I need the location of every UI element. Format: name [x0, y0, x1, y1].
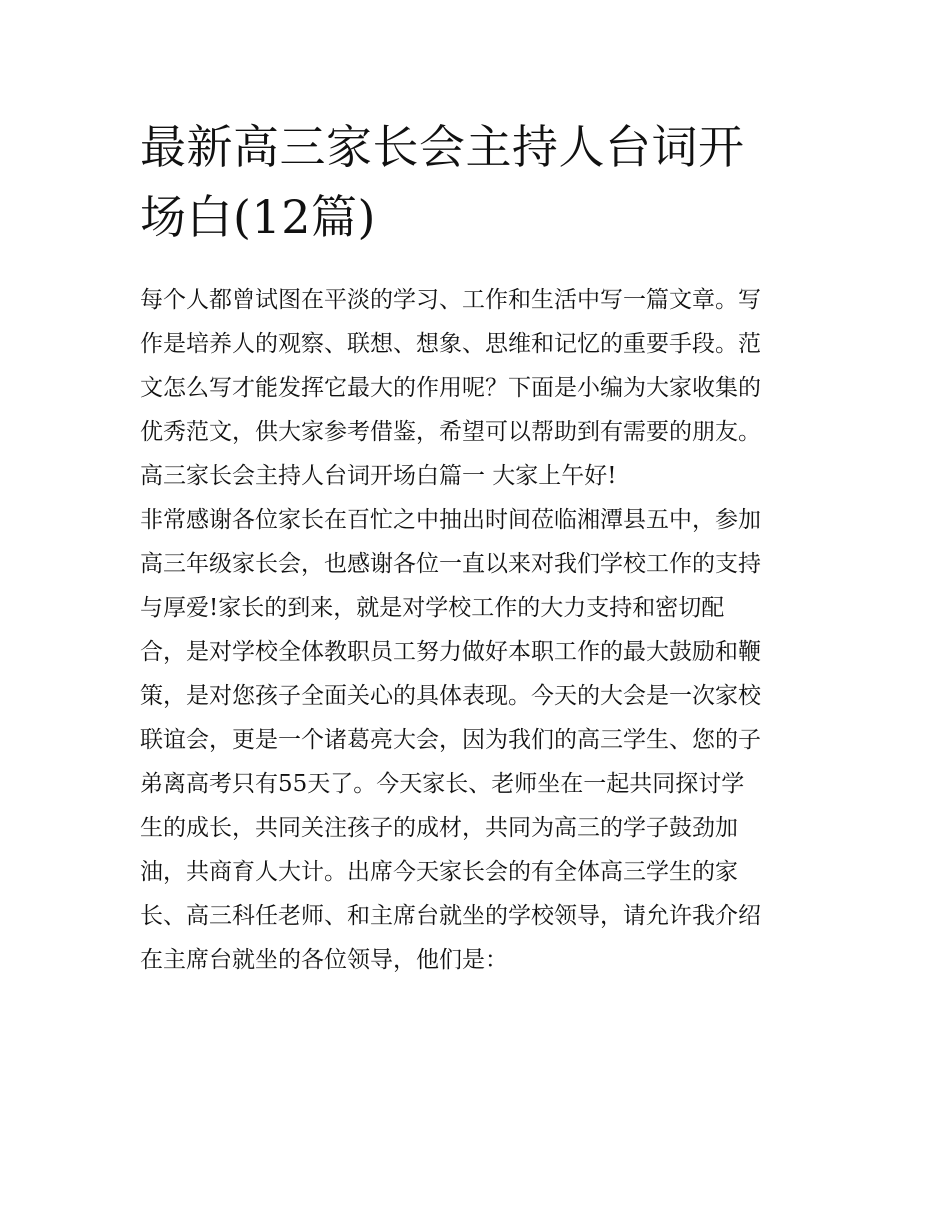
title-line: 场白(12篇) [140, 190, 376, 244]
body-line: 文怎么写才能发挥它最大的作用呢？下面是小编为大家收集的 [140, 375, 761, 401]
document-title [140, 112, 820, 252]
body-line: 合，是对学校全体教职员工努力做好本职工作的最大鼓励和鞭 [140, 639, 761, 665]
title-line: 最新高三家长会主持人台词开 [140, 120, 745, 174]
body-line: 高三年级家长会，也感谢各位一直以来对我们学校工作的支持 [140, 551, 761, 577]
body-line: 联谊会，更是一个诸葛亮大会，因为我们的高三学生、您的子 [140, 727, 761, 753]
body-line: 高三家长会主持人台词开场白篇一 大家上午好! [140, 463, 617, 489]
body-line: 每个人都曾试图在平淡的学习、工作和生活中写一篇文章。写 [140, 287, 761, 313]
body-line: 油，共商育人大计。出席今天家长会的有全体高三学生的家 [140, 859, 738, 885]
body-line: 在主席台就坐的各位领导，他们是： [140, 947, 508, 973]
body-line: 与厚爱!家长的到来，就是对学校工作的大力支持和密切配 [140, 595, 725, 621]
body-line: 弟离高考只有55天了。今天家长、老师坐在一起共同探讨学 [140, 771, 745, 797]
body-line: 非常感谢各位家长在百忙之中抽出时间莅临湘潭县五中，参加 [140, 507, 761, 533]
document-body [140, 278, 816, 982]
body-line: 长、高三科任老师、和主席台就坐的学校领导，请允许我介绍 [140, 903, 761, 929]
body-line: 生的成长，共同关注孩子的成材，共同为高三的学子鼓劲加 [140, 815, 738, 841]
body-line: 优秀范文，供大家参考借鉴，希望可以帮助到有需要的朋友。 [140, 419, 761, 445]
body-line: 策，是对您孩子全面关心的具体表现。今天的大会是一次家校 [140, 683, 761, 709]
body-line: 作是培养人的观察、联想、想象、思维和记忆的重要手段。范 [140, 331, 761, 357]
